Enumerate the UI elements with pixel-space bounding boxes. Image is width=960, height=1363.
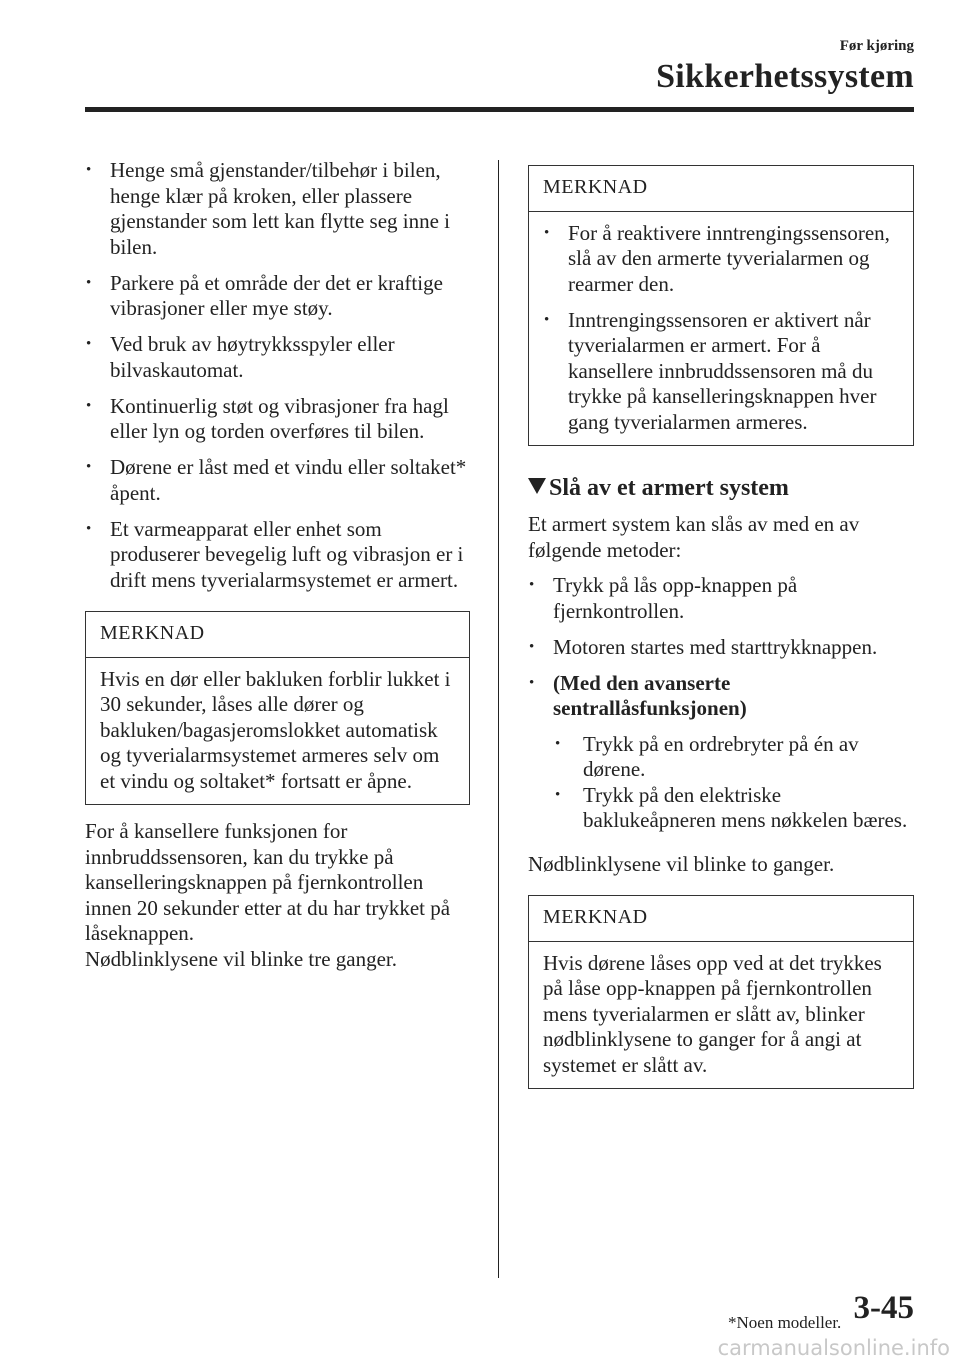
paragraph: Nødblinklysene vil blinke tre ganger.: [85, 946, 398, 971]
list-item: • (Med den avanserte sentrallåsfunksjonen) • Trykk på en ordrebryter på én av dørene. • Trykk på den elektriske baklukeåpneren mens nøkkelen bæres.: [528, 671, 914, 834]
note-text: Hvis en dør eller bakluken forblir lukket i 30 sekunder, låses alle dører og bakluken/bagasjeromslokket automatisk og tyverialarmsystemet armeres selv om et vindu og soltaket* fortsatt er åpne.: [100, 666, 451, 793]
right-column: [528, 165, 914, 1089]
note-heading: MERKNAD: [529, 166, 913, 212]
paragraph: Nødblinklysene vil blinke to ganger.: [528, 851, 835, 876]
note-heading: MERKNAD: [86, 612, 469, 658]
bullet-icon: •: [544, 224, 550, 241]
list-item: • For å reaktivere inntrengingssensoren, slå av den armerte tyverialarmen og rearmer den.: [544, 220, 890, 296]
left-bullet-list: [85, 158, 470, 593]
bullet-icon: •: [86, 397, 92, 414]
list-item: • Kontinuerlig støt og vibrasjoner fra hagl eller lyn og torden overføres til bilen.: [86, 393, 449, 443]
list-item: • Trykk på den elektriske baklukeåpneren mens nøkkelen bæres.: [555, 782, 908, 832]
bullet-icon: •: [86, 162, 92, 178]
list-item: • Motoren startes med starttrykknappen.: [529, 634, 878, 659]
note-body: [529, 212, 913, 446]
bullet-icon: •: [529, 638, 535, 655]
list-item: • Trykk på en ordrebryter på én av dørene.: [555, 731, 859, 781]
triangle-marker-icon: [528, 478, 546, 494]
page-title: Sikkerhetssystem: [656, 58, 914, 95]
column-divider: [498, 160, 499, 1278]
note-bullet-list: [543, 221, 899, 436]
note-body: [86, 658, 469, 805]
sub-bullet-icon: •: [555, 786, 561, 803]
note-box: [528, 895, 914, 1089]
list-item: • Trykk på lås opp-knappen på fjernkontrollen.: [529, 573, 798, 623]
note-body: [529, 942, 913, 1089]
list-item: • Inntrengingssensoren er aktivert når tyverialarmen er armert. For å kansellere innbruddssensoren må du trykke på kanselleringsknappen hver gang tyverialarmen armeres.: [544, 307, 877, 434]
note-text: Hvis dørene låses opp ved at det trykkes på låse opp-knappen på fjernkontrollen mens tyverialarmen er slått av, blinker nødblinklysene to ganger for å angi at systemet er slått av.: [543, 950, 882, 1077]
bullet-icon: •: [86, 336, 92, 352]
bullet-icon: •: [544, 311, 550, 328]
bullet-icon: •: [86, 274, 92, 291]
footnote: *Noen modeller.: [728, 1313, 842, 1332]
sub-bullet-icon: •: [555, 735, 561, 752]
bullet-icon: •: [86, 459, 92, 475]
intro-paragraph: Et armert system kan slås av med en av følgende metoder:: [528, 512, 860, 562]
list-item: • Ved bruk av høytrykksspyler eller bilvaskautomat.: [86, 332, 395, 382]
method-bullet-list: [528, 573, 914, 834]
left-column: [85, 158, 470, 972]
list-item: • Parkere på et område der det er kraftige vibrasjoner eller mye støy.: [86, 270, 443, 320]
sub-bullet-list: [553, 732, 914, 834]
note-box: [85, 611, 470, 805]
note-box: [528, 165, 914, 446]
watermark: carmanualsonline.info: [717, 1336, 950, 1360]
bullet-icon: •: [86, 520, 92, 537]
list-item: • Dørene er låst med et vindu eller soltaket* åpent.: [86, 455, 467, 505]
list-item: • Et varmeapparat eller enhet som produserer bevegelig luft og vibrasjon er i drift mens tyverialarmsystemet er armert.: [86, 516, 464, 592]
list-item: • Henge små gjenstander/tilbehør i bilen, henge klær på kroken, eller plassere gjenstander som lett kan flytte seg inne i bilen.: [86, 158, 450, 259]
header-rule: [85, 107, 914, 112]
page-number: 3-45: [853, 1290, 914, 1326]
section-label: Før kjøring: [839, 38, 914, 54]
bullet-icon: •: [529, 577, 535, 593]
section-heading: Slå av et armert system: [528, 474, 914, 502]
note-heading: MERKNAD: [529, 896, 913, 942]
bullet-icon: •: [529, 674, 535, 691]
paragraph: For å kansellere funksjonen for innbruddssensoren, kan du trykke på kanselleringsknappen på fjernkontrollen innen 20 sekunder etter at du har trykket på låseknappen.: [85, 819, 451, 945]
